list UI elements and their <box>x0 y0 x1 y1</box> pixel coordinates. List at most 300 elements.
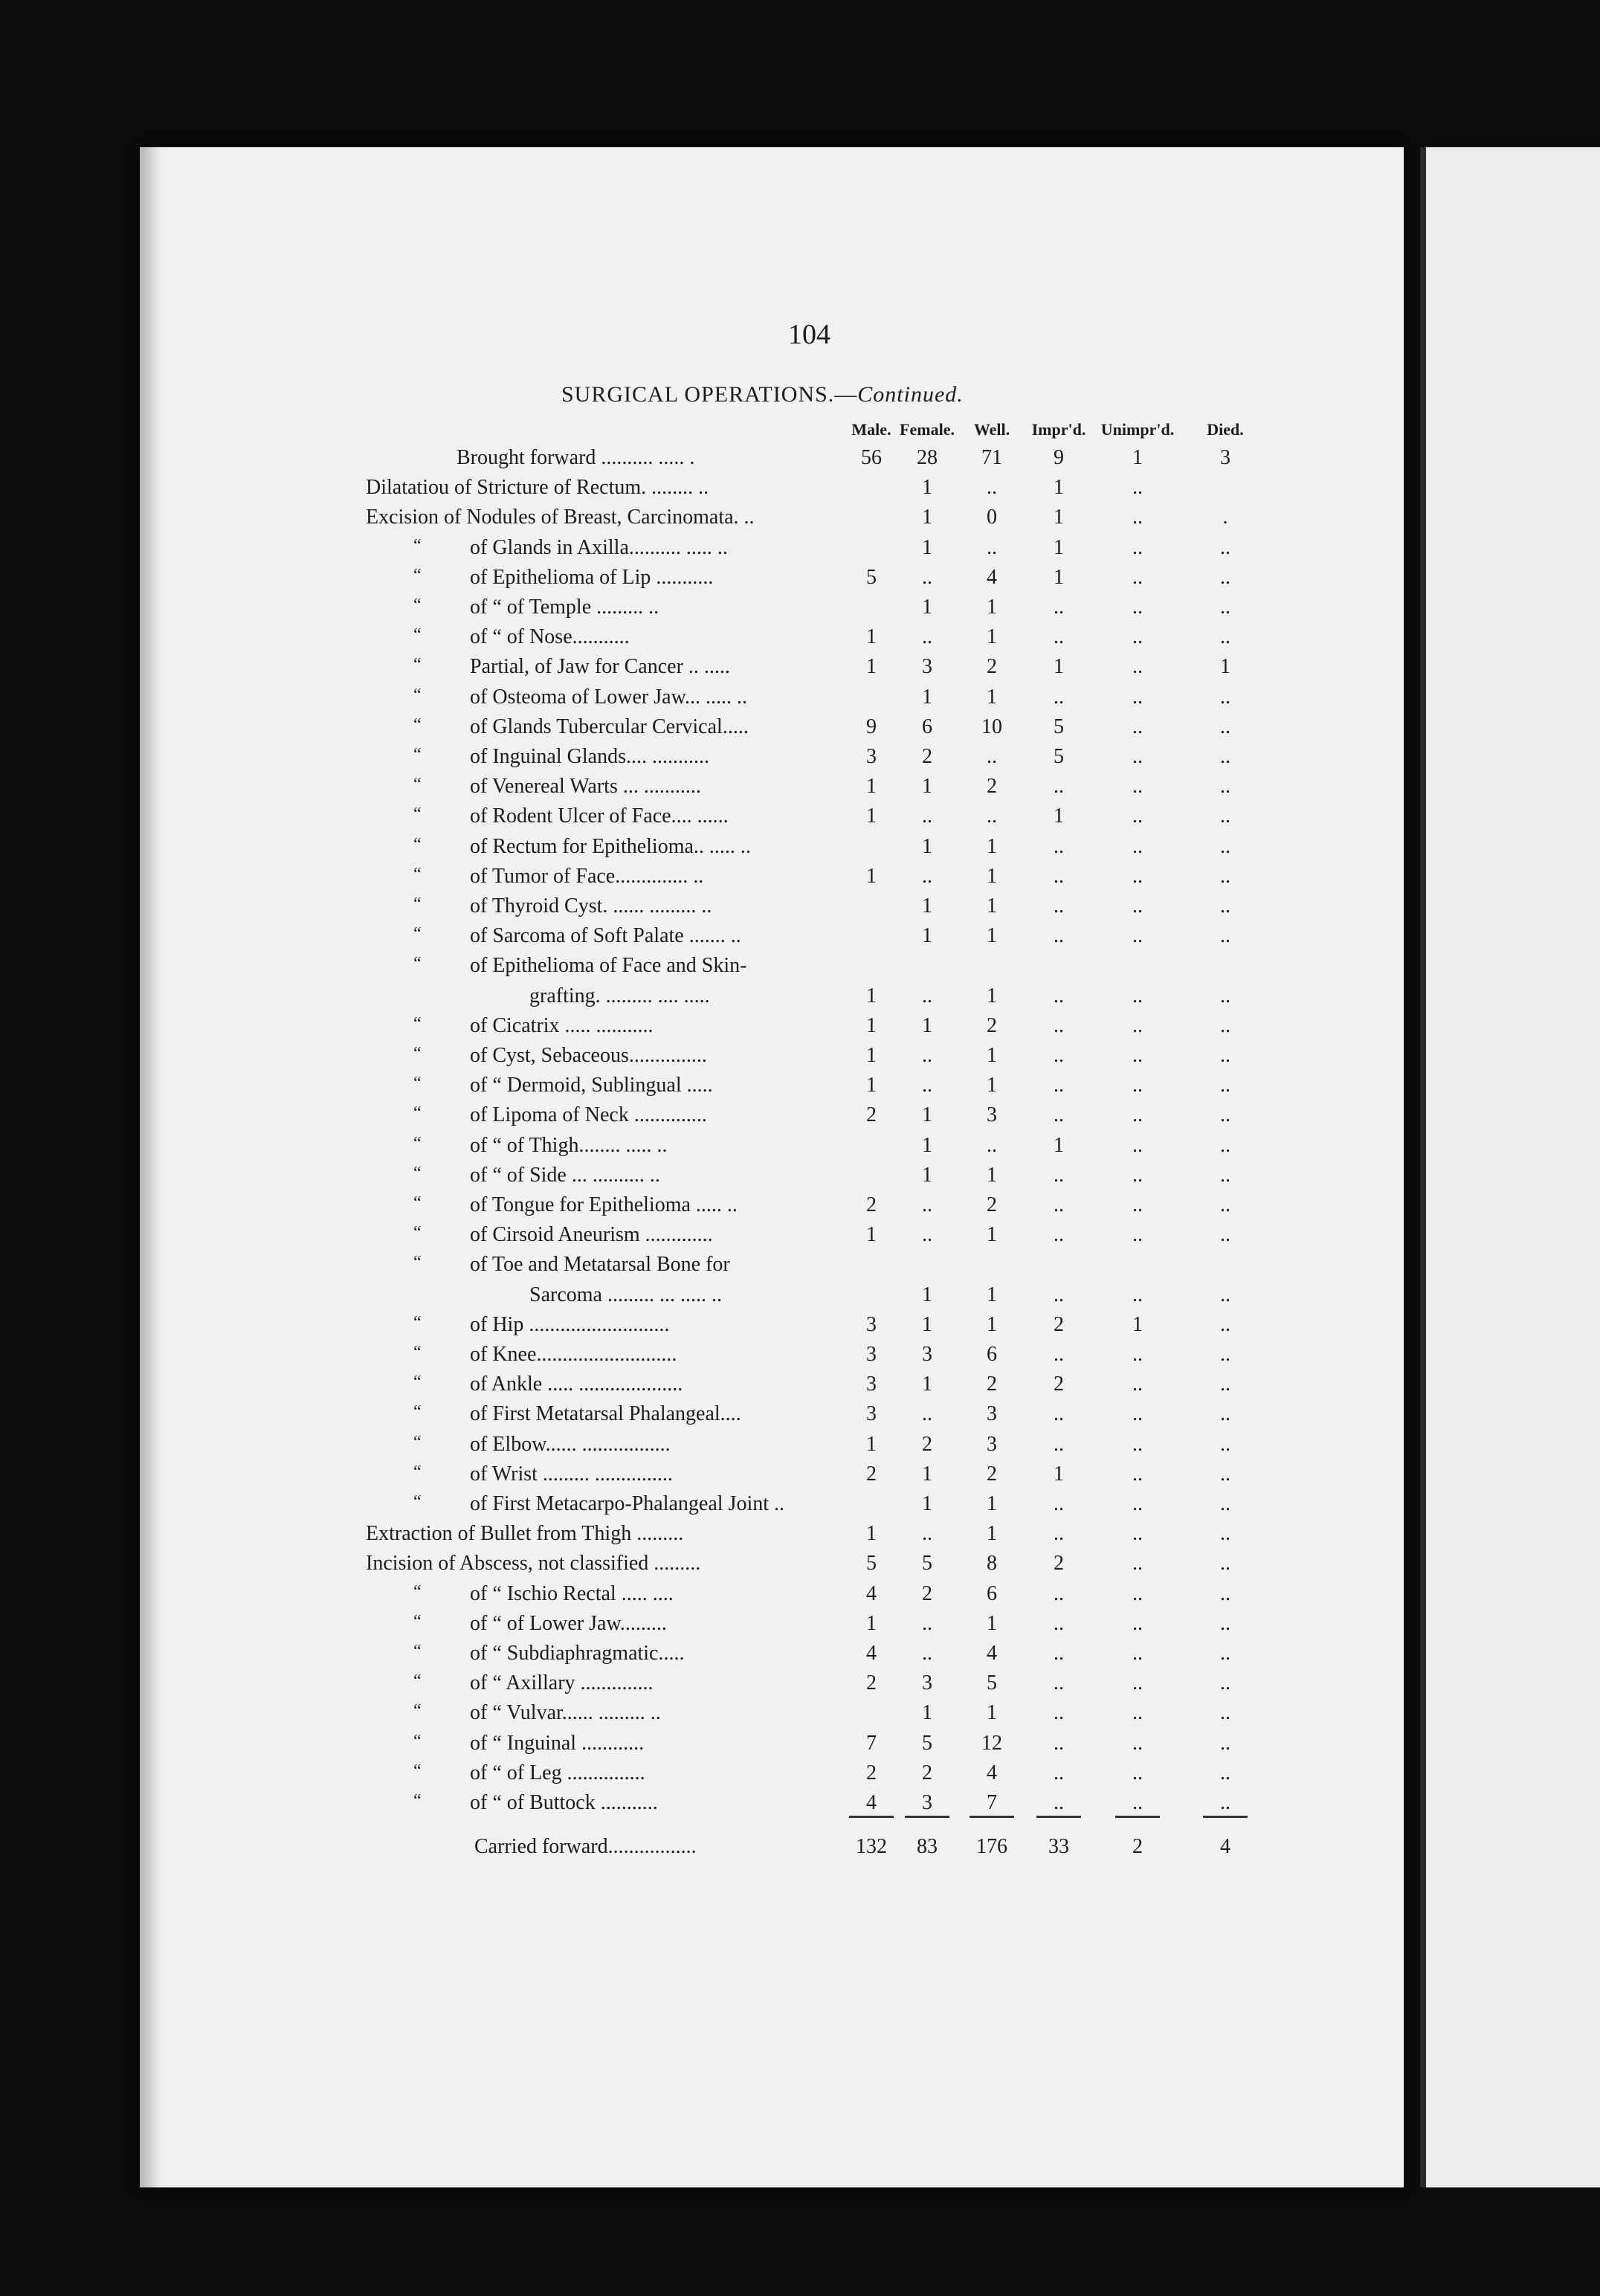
cell-female: 3 <box>922 1343 932 1366</box>
cell-imprd: 2 <box>1054 1312 1064 1336</box>
cell-imprd: .. <box>1054 1671 1064 1695</box>
total-imprd: 33 <box>1048 1835 1069 1858</box>
row-label: of Cyst, Sebaceous............... <box>470 1044 707 1067</box>
cell-well: 1 <box>987 685 997 709</box>
cell-female: 1 <box>922 834 932 858</box>
page-title <box>561 382 964 407</box>
cell-unimprd: .. <box>1132 1761 1143 1784</box>
cell-died: .. <box>1220 1312 1230 1336</box>
ditto-mark: “ <box>413 1103 422 1123</box>
ditto-mark: “ <box>413 894 422 914</box>
row-label: of “ of Nose........... <box>470 625 630 649</box>
cell-female: 1 <box>922 1103 932 1127</box>
cell-male: 1 <box>866 625 877 649</box>
cell-female: 3 <box>922 655 932 679</box>
cell-imprd: 1 <box>1054 565 1064 589</box>
ditto-mark: “ <box>413 1611 422 1631</box>
row-label: grafting. ......... .... ..... <box>529 984 710 1007</box>
cell-male: 1 <box>866 1432 877 1456</box>
cell-died: .. <box>1220 685 1230 709</box>
cell-unimprd: .. <box>1132 625 1143 649</box>
cell-unimprd: .. <box>1132 1522 1143 1546</box>
cell-male: 1 <box>866 1522 877 1546</box>
row-label: of Elbow...... ................. <box>470 1432 671 1456</box>
cell-female: 1 <box>922 1492 932 1515</box>
cell-male: 1 <box>866 1611 877 1635</box>
cell-well: 1 <box>987 1701 997 1725</box>
cell-well: 10 <box>981 715 1002 738</box>
cell-imprd: 1 <box>1054 476 1064 500</box>
cell-died: .. <box>1220 775 1230 799</box>
carried-forward-label: Carried forward................. <box>474 1835 697 1858</box>
cell-unimprd: .. <box>1132 1402 1143 1426</box>
row-label: Incision of Abscess, not classified ......... <box>366 1552 701 1576</box>
cell-unimprd: .. <box>1132 864 1143 888</box>
row-label: of Epithelioma of Face and Skin- <box>470 954 747 978</box>
cell-well: 1 <box>987 924 997 948</box>
cell-male: 7 <box>866 1731 877 1755</box>
cell-imprd: .. <box>1054 1642 1064 1665</box>
cell-well: .. <box>987 476 997 500</box>
cell-well: 1 <box>987 1611 997 1635</box>
cell-unimprd: .. <box>1132 1492 1143 1515</box>
cell-male: 1 <box>866 984 877 1007</box>
cell-female: 1 <box>922 1013 932 1037</box>
cell-male: 1 <box>866 1223 877 1247</box>
cell-well: 71 <box>981 446 1002 469</box>
total-rule <box>1115 1816 1160 1818</box>
cell-died: .. <box>1220 565 1230 589</box>
cell-unimprd: .. <box>1132 1373 1143 1396</box>
cell-died: .. <box>1220 834 1230 858</box>
cell-male: 1 <box>866 1074 877 1097</box>
cell-well: 1 <box>987 1312 997 1336</box>
cell-female: .. <box>922 864 932 888</box>
cell-unimprd: .. <box>1132 834 1143 858</box>
row-label: Partial, of Jaw for Cancer .. ..... <box>470 655 730 679</box>
cell-imprd: 9 <box>1054 446 1064 469</box>
ditto-mark: “ <box>413 864 422 884</box>
ditto-mark: “ <box>413 1581 422 1602</box>
cell-imprd: .. <box>1054 1522 1064 1546</box>
ditto-mark: “ <box>413 1671 422 1692</box>
column-header-well: Well. <box>973 420 1010 439</box>
column-header-male: Male. <box>851 420 891 439</box>
cell-died: .. <box>1220 1642 1230 1665</box>
cell-imprd: .. <box>1054 1731 1064 1755</box>
cell-female: 1 <box>922 1163 932 1187</box>
cell-imprd: .. <box>1054 894 1064 918</box>
row-label: of Tongue for Epithelioma ..... .. <box>470 1193 738 1216</box>
cell-unimprd: .. <box>1132 1462 1143 1486</box>
cell-unimprd: .. <box>1132 775 1143 799</box>
cell-male: 1 <box>866 655 877 679</box>
ditto-mark: “ <box>413 804 422 825</box>
row-label: of Hip ........................... <box>470 1312 670 1336</box>
cell-imprd: 1 <box>1054 535 1064 559</box>
total-died: 4 <box>1220 1835 1230 1858</box>
cell-died: .. <box>1220 1432 1230 1456</box>
cell-unimprd: .. <box>1132 894 1143 918</box>
cell-unimprd: .. <box>1132 804 1143 828</box>
row-label: Extraction of Bullet from Thigh ......... <box>366 1522 684 1546</box>
cell-died: .. <box>1220 715 1230 738</box>
cell-female: .. <box>922 1223 932 1247</box>
cell-well: 1 <box>987 834 997 858</box>
cell-imprd: .. <box>1054 596 1064 619</box>
row-label: Brought forward .......... ..... . <box>457 446 695 469</box>
cell-imprd: .. <box>1054 1013 1064 1037</box>
cell-male: 5 <box>866 1552 877 1576</box>
cell-well: 4 <box>987 1642 997 1665</box>
total-rule <box>1036 1816 1081 1818</box>
cell-imprd: 1 <box>1054 1133 1064 1157</box>
cell-imprd: .. <box>1054 1193 1064 1216</box>
row-label: of Sarcoma of Soft Palate ....... .. <box>470 924 741 948</box>
cell-well: .. <box>987 535 997 559</box>
cell-well: 1 <box>987 1223 997 1247</box>
cell-male: 4 <box>866 1581 877 1605</box>
cell-imprd: .. <box>1054 1283 1064 1306</box>
cell-female: .. <box>922 1193 932 1216</box>
cell-female: 1 <box>922 685 932 709</box>
row-label: of Cirsoid Aneurism ............. <box>470 1223 713 1247</box>
cell-unimprd: .. <box>1132 984 1143 1007</box>
ditto-mark: “ <box>413 1343 422 1362</box>
cell-well: 2 <box>987 1013 997 1037</box>
cell-female: 1 <box>922 476 932 500</box>
cell-male: 3 <box>866 745 877 768</box>
cell-unimprd: .. <box>1132 596 1143 619</box>
page-number: 104 <box>788 319 830 350</box>
cell-well: .. <box>987 1133 997 1157</box>
cell-imprd: .. <box>1054 625 1064 649</box>
cell-unimprd: .. <box>1132 1133 1143 1157</box>
cell-died: .. <box>1220 1402 1230 1426</box>
cell-died: .. <box>1220 1731 1230 1755</box>
cell-unimprd: .. <box>1132 1343 1143 1366</box>
row-label: of First Metatarsal Phalangeal.... <box>470 1402 741 1426</box>
ditto-mark: “ <box>413 1193 422 1213</box>
cell-unimprd: .. <box>1132 1671 1143 1695</box>
row-label: of Cicatrix ..... ........... <box>470 1013 654 1037</box>
row-label: of Thyroid Cyst. ...... ......... .. <box>470 894 712 918</box>
cell-female: 28 <box>917 446 938 469</box>
cell-unimprd: .. <box>1132 476 1143 500</box>
cell-male: 3 <box>866 1373 877 1396</box>
row-label: of Knee........................... <box>470 1343 677 1366</box>
cell-well: 5 <box>987 1671 997 1695</box>
cell-well: 3 <box>987 1402 997 1426</box>
cell-unimprd: .. <box>1132 1163 1143 1187</box>
cell-male: 4 <box>866 1642 877 1665</box>
ditto-mark: “ <box>413 1761 422 1781</box>
cell-died: .. <box>1220 1552 1230 1576</box>
page-edge-shadow <box>140 147 162 2187</box>
cell-died: .. <box>1220 1343 1230 1366</box>
row-label: of “ of Temple ......... .. <box>470 596 659 619</box>
cell-female: 2 <box>922 1581 932 1605</box>
cell-died: .. <box>1220 1013 1230 1037</box>
total-rule <box>905 1816 949 1818</box>
total-rule <box>1203 1816 1248 1818</box>
cell-male: 2 <box>866 1462 877 1486</box>
cell-died: .. <box>1220 1522 1230 1546</box>
cell-died: . <box>1222 506 1228 529</box>
cell-well: 4 <box>987 565 997 589</box>
cell-unimprd: .. <box>1132 745 1143 768</box>
cell-imprd: .. <box>1054 1701 1064 1725</box>
cell-female: .. <box>922 804 932 828</box>
cell-imprd: .. <box>1054 1492 1064 1515</box>
cell-well: .. <box>987 804 997 828</box>
cell-died: .. <box>1220 984 1230 1007</box>
cell-died: .. <box>1220 1611 1230 1635</box>
cell-well: 4 <box>987 1761 997 1784</box>
cell-died: .. <box>1220 924 1230 948</box>
cell-female: 1 <box>922 596 932 619</box>
row-label: of “ of Buttock ........... <box>470 1791 658 1814</box>
ditto-mark: “ <box>413 1791 422 1810</box>
cell-died: 3 <box>1220 446 1230 469</box>
cell-died: .. <box>1220 1581 1230 1605</box>
cell-female: .. <box>922 625 932 649</box>
cell-imprd: .. <box>1054 1402 1064 1426</box>
row-label: Dilatatiou of Stricture of Rectum. ........ .. <box>366 476 709 500</box>
cell-well: 1 <box>987 1283 997 1306</box>
cell-male: 2 <box>866 1103 877 1127</box>
cell-unimprd: 1 <box>1132 1312 1143 1336</box>
cell-male: 4 <box>866 1791 877 1814</box>
cell-died: .. <box>1220 596 1230 619</box>
ditto-mark: “ <box>413 1373 422 1393</box>
cell-male: 3 <box>866 1402 877 1426</box>
ditto-mark: “ <box>413 1223 422 1243</box>
adjacent-page <box>1420 147 1600 2187</box>
row-label: of “ Vulvar...... ......... .. <box>470 1701 661 1725</box>
cell-unimprd: 1 <box>1132 446 1143 469</box>
cell-well: 0 <box>987 506 997 529</box>
document-page <box>140 147 1404 2187</box>
ditto-mark: “ <box>413 1642 422 1661</box>
cell-imprd: 5 <box>1054 745 1064 768</box>
ditto-mark: “ <box>413 565 422 585</box>
row-label: of Rectum for Epithelioma.. ..... .. <box>470 834 751 858</box>
cell-female: 1 <box>922 1701 932 1725</box>
total-male: 132 <box>856 1835 887 1858</box>
ditto-mark: “ <box>413 1731 422 1751</box>
cell-male: 1 <box>866 775 877 799</box>
cell-male: 56 <box>861 446 882 469</box>
column-header-died: Died. <box>1207 420 1244 439</box>
cell-died: .. <box>1220 1462 1230 1486</box>
cell-imprd: .. <box>1054 775 1064 799</box>
cell-died: .. <box>1220 1103 1230 1127</box>
cell-male: 1 <box>866 1044 877 1067</box>
cell-unimprd: .. <box>1132 1701 1143 1725</box>
row-label: of “ Axillary .............. <box>470 1671 654 1695</box>
total-rule <box>970 1816 1014 1818</box>
cell-died: .. <box>1220 1761 1230 1784</box>
ditto-mark: “ <box>413 1701 422 1721</box>
title-continued: Continued. <box>857 382 964 407</box>
cell-female: .. <box>922 984 932 1007</box>
ditto-mark: “ <box>413 596 422 615</box>
cell-female: 1 <box>922 775 932 799</box>
cell-female: 1 <box>922 894 932 918</box>
cell-imprd: .. <box>1054 864 1064 888</box>
row-label: of Wrist ......... ............... <box>470 1462 673 1486</box>
cell-well: 2 <box>987 775 997 799</box>
cell-imprd: 2 <box>1054 1373 1064 1396</box>
cell-female: 2 <box>922 1761 932 1784</box>
cell-well: 2 <box>987 1462 997 1486</box>
ditto-mark: “ <box>413 1492 422 1512</box>
cell-died: .. <box>1220 1671 1230 1695</box>
cell-well: 1 <box>987 1522 997 1546</box>
cell-female: 1 <box>922 1373 932 1396</box>
cell-unimprd: .. <box>1132 1731 1143 1755</box>
total-unimprd: 2 <box>1132 1835 1143 1858</box>
cell-well: 2 <box>987 655 997 679</box>
row-label: of “ of Side ... .......... .. <box>470 1163 660 1187</box>
ditto-mark: “ <box>413 1462 422 1482</box>
cell-well: 6 <box>987 1343 997 1366</box>
ditto-mark: “ <box>413 655 422 675</box>
row-label: of Glands in Axilla.......... ..... .. <box>470 535 728 559</box>
cell-female: 6 <box>922 715 932 738</box>
cell-imprd: 2 <box>1054 1552 1064 1576</box>
cell-died: .. <box>1220 625 1230 649</box>
cell-imprd: 1 <box>1054 655 1064 679</box>
row-label: of Epithelioma of Lip ........... <box>470 565 714 589</box>
cell-female: 5 <box>922 1731 932 1755</box>
cell-died: .. <box>1220 535 1230 559</box>
cell-female: .. <box>922 565 932 589</box>
cell-unimprd: .. <box>1132 715 1143 738</box>
cell-died: .. <box>1220 1223 1230 1247</box>
cell-unimprd: .. <box>1132 1791 1143 1814</box>
row-label: of “ Dermoid, Sublingual ..... <box>470 1074 713 1097</box>
cell-unimprd: .. <box>1132 655 1143 679</box>
ditto-mark: “ <box>413 1044 422 1063</box>
cell-imprd: .. <box>1054 1761 1064 1784</box>
cell-died: .. <box>1220 1193 1230 1216</box>
column-header-imprd: Impr'd. <box>1031 420 1086 439</box>
row-label: of “ Ischio Rectal ..... .... <box>470 1581 674 1605</box>
cell-well: .. <box>987 745 997 768</box>
cell-died: .. <box>1220 1133 1230 1157</box>
cell-well: 1 <box>987 1163 997 1187</box>
column-header-unimprd: Unimpr'd. <box>1100 420 1175 439</box>
cell-died: .. <box>1220 1492 1230 1515</box>
cell-female: 1 <box>922 535 932 559</box>
cell-female: 2 <box>922 1432 932 1456</box>
cell-imprd: .. <box>1054 685 1064 709</box>
cell-imprd: .. <box>1054 1343 1064 1366</box>
ditto-mark: “ <box>413 1432 422 1452</box>
cell-unimprd: .. <box>1132 1283 1143 1306</box>
row-label: of Inguinal Glands.... ........... <box>470 745 709 768</box>
cell-unimprd: .. <box>1132 1552 1143 1576</box>
cell-well: 6 <box>987 1581 997 1605</box>
row-label: Excision of Nodules of Breast, Carcinomata. .. <box>366 506 755 529</box>
ditto-mark: “ <box>413 834 422 854</box>
cell-female: .. <box>922 1074 932 1097</box>
ditto-mark: “ <box>413 745 422 764</box>
ditto-mark: “ <box>413 685 422 705</box>
cell-well: 7 <box>987 1791 997 1814</box>
cell-well: 1 <box>987 596 997 619</box>
ditto-mark: “ <box>413 1402 422 1422</box>
cell-died: .. <box>1220 1044 1230 1067</box>
cell-died: .. <box>1220 1373 1230 1396</box>
cell-died: .. <box>1220 1074 1230 1097</box>
cell-unimprd: .. <box>1132 565 1143 589</box>
cell-unimprd: .. <box>1132 1103 1143 1127</box>
cell-imprd: .. <box>1054 1223 1064 1247</box>
total-female: 83 <box>917 1835 938 1858</box>
cell-well: 1 <box>987 894 997 918</box>
cell-well: 12 <box>981 1731 1002 1755</box>
cell-well: 8 <box>987 1552 997 1576</box>
row-label: of “ Subdiaphragmatic..... <box>470 1642 685 1665</box>
row-label: of “ of Thigh........ ..... .. <box>470 1133 668 1157</box>
cell-imprd: 1 <box>1054 1462 1064 1486</box>
row-label: of Glands Tubercular Cervical..... <box>470 715 749 738</box>
cell-female: 1 <box>922 1283 932 1306</box>
cell-male: 3 <box>866 1343 877 1366</box>
cell-female: 3 <box>922 1791 932 1814</box>
row-label: of “ of Lower Jaw......... <box>470 1611 667 1635</box>
cell-unimprd: .. <box>1132 1581 1143 1605</box>
cell-imprd: 5 <box>1054 715 1064 738</box>
row-label: Sarcoma ......... ... ..... .. <box>529 1283 722 1306</box>
cell-unimprd: .. <box>1132 1642 1143 1665</box>
ditto-mark: “ <box>413 775 422 795</box>
cell-unimprd: .. <box>1132 1432 1143 1456</box>
row-label: of Ankle ..... .................... <box>470 1373 683 1396</box>
cell-well: 1 <box>987 864 997 888</box>
row-label: of Venereal Warts ... ........... <box>470 775 701 799</box>
cell-female: .. <box>922 1044 932 1067</box>
ditto-mark: “ <box>413 625 422 645</box>
cell-unimprd: .. <box>1132 1193 1143 1216</box>
cell-well: 1 <box>987 1044 997 1067</box>
cell-died: .. <box>1220 1163 1230 1187</box>
cell-died: .. <box>1220 1283 1230 1306</box>
cell-imprd: 1 <box>1054 804 1064 828</box>
cell-male: 1 <box>866 804 877 828</box>
cell-unimprd: .. <box>1132 924 1143 948</box>
cell-imprd: .. <box>1054 1044 1064 1067</box>
ditto-mark: “ <box>413 1074 422 1094</box>
total-rule <box>849 1816 894 1818</box>
cell-well: 1 <box>987 1074 997 1097</box>
cell-unimprd: .. <box>1132 685 1143 709</box>
ditto-mark: “ <box>413 1133 422 1153</box>
cell-died: .. <box>1220 894 1230 918</box>
cell-imprd: .. <box>1054 1163 1064 1187</box>
column-header-female: Female. <box>900 420 955 439</box>
cell-imprd: .. <box>1054 1611 1064 1635</box>
cell-female: 1 <box>922 1133 932 1157</box>
cell-well: 1 <box>987 1492 997 1515</box>
ditto-mark: “ <box>413 1253 422 1273</box>
row-label: of Osteoma of Lower Jaw... ..... .. <box>470 685 747 709</box>
row-label: of “ of Leg ............... <box>470 1761 645 1784</box>
row-label: of Tumor of Face.............. .. <box>470 864 704 888</box>
